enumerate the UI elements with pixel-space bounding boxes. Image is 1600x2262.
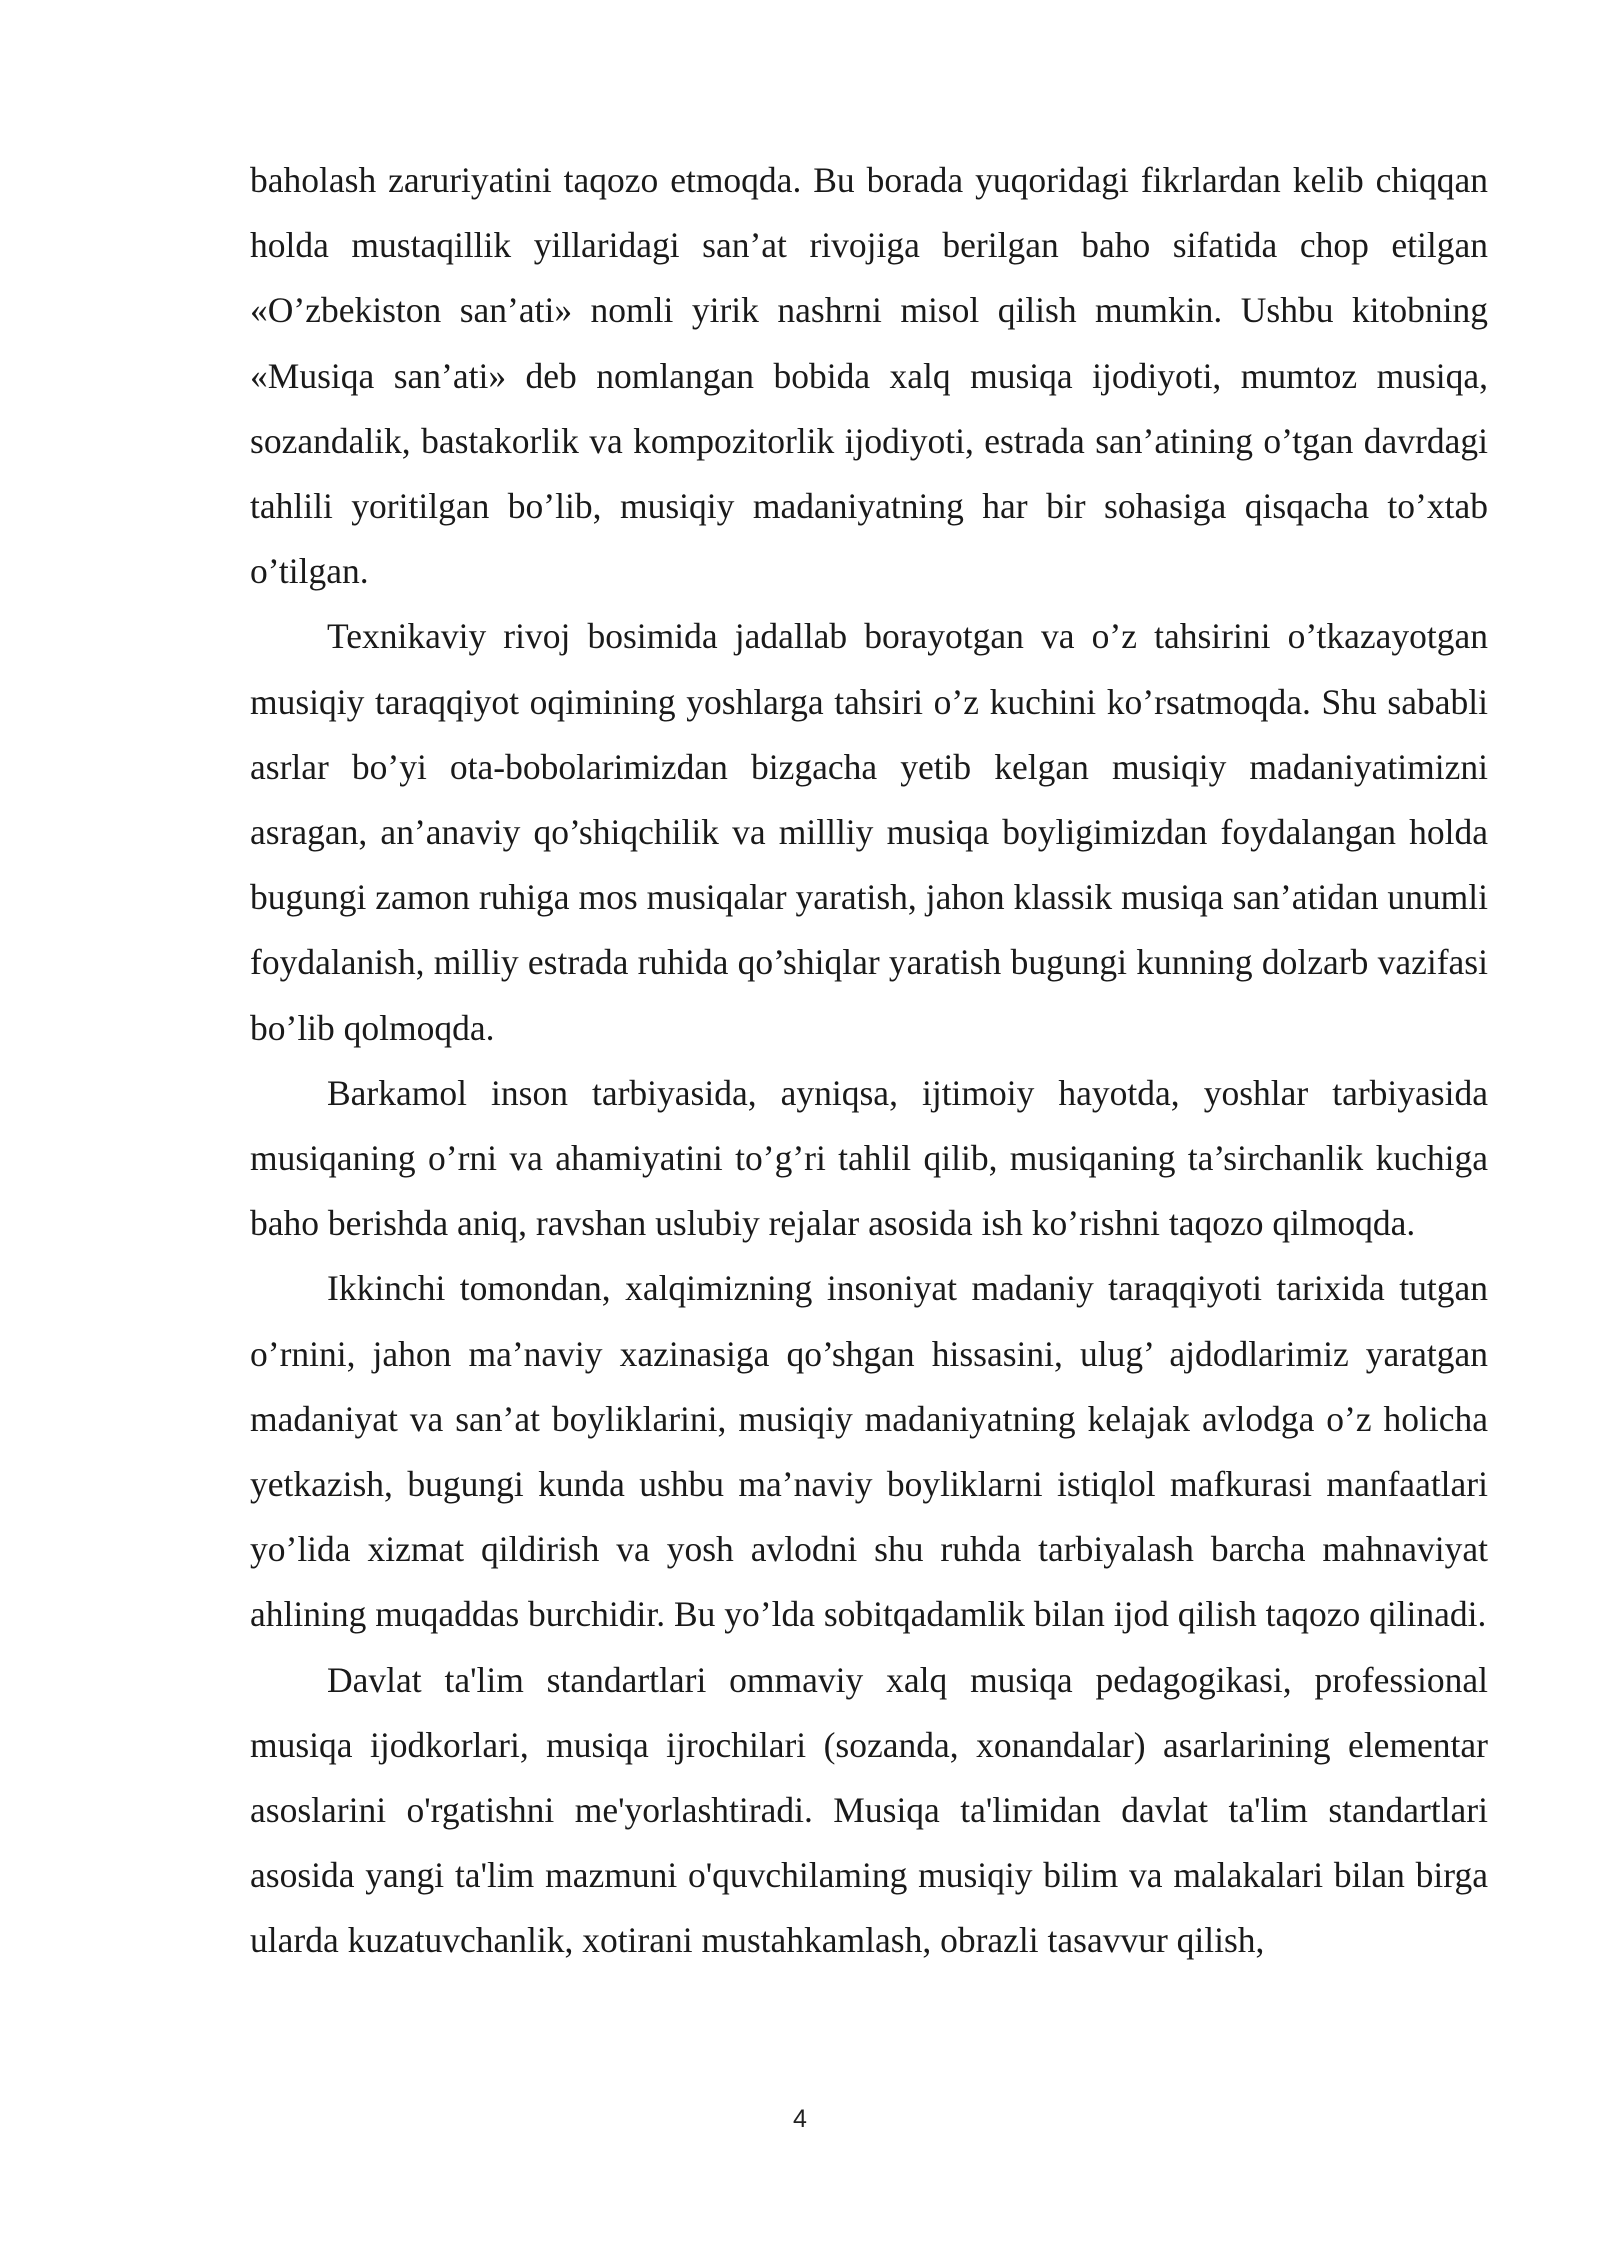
- document-page: [250, 148, 1488, 1974]
- paragraph-4: Ikkinchi tomondan, xalqimizning insoniyat madaniy taraqqiyoti tarixida tutgan o’rnini, jahon ma’naviy xazinasiga qo’shgan hissasini, ulug’ ajdodlarimiz yaratgan madaniyat va san’at boyliklarini, musiqiy madaniyatning kelajak avlodga o’z holicha yetkazish, bugungi kunda ushbu ma’naviy boyliklarni istiqlol mafkurasi manfaatlari yo’lida xizmat qildirish va yosh avlodni shu ruhda tarbiyalash barcha mahnaviyat ahlining muqaddas burchidir. Bu yo’lda sobitqadamlik bilan ijod qilish taqozo qilinadi.: [250, 1268, 1488, 1635]
- paragraph-2: Texnikaviy rivoj bosimida jadallab borayotgan va o’z tahsirini o’tkazayotgan musiqiy taraqqiyot oqimining yoshlarga tahsiri o’z kuchini ko’rsatmoqda. Shu sababli asrlar bo’yi ota-bobolarimizdan bizgacha yetib kelgan musiqiy madaniyatimizni asragan, an’anaviy qo’shiqchilik va millliy musiqa boyligimizdan foydalangan holda bugungi zamon ruhiga mos musiqalar yaratish, jahon klassik musiqa san’atidan unumli foydalanish, milliy estrada ruhida qo’shiqlar yaratish bugungi kunning dolzarb vazifasi bo’lib qolmoqda.: [250, 616, 1488, 1048]
- paragraph-3: Barkamol inson tarbiyasida, ayniqsa, ijtimoiy hayotda, yoshlar tarbiyasida musiqaning o’rni va ahamiyatini to’g’ri tahlil qilib, musiqaning ta’sirchanlik kuchiga baho berishda aniq, ravshan uslubiy rejalar asosida ish ko’rishni taqozo qilmoqda.: [250, 1072, 1488, 1244]
- paragraph-1: baholash zaruriyatini taqozo etmoqda. Bu borada yuqoridagi fikrlardan kelib chiqqan holda mustaqillik yillaridagi san’at rivojiga berilgan baho sifatida chop etilgan «O’zbekiston san’ati» nomli yirik nashrni misol qilish mumkin. Ushbu kitobning «Musiqa san’ati» deb nomlangan bobida xalq musiqa ijodiyoti, mumtoz musiqa, sozandalik, bastakorlik va kompozitorlik ijodiyoti, estrada san’atining o’tgan davrdagi tahlili yoritilgan bo’lib, musiqiy madaniyatning har bir sohasiga qisqacha to’xtab o’tilgan.: [250, 160, 1488, 592]
- page-number: 4: [793, 2105, 807, 2133]
- paragraph-5: Davlat ta'lim standartlari ommaviy xalq musiqa pedagogikasi, professional musiqa ijodkorlari, musiqa ijrochilari (sozanda, xonandalar) asarlarining elementar asoslarini o'rgatishni me'yorlashtiradi. Musiqa ta'limidan davlat ta'lim standartlari asosida yangi ta'lim mazmuni o'quvchilaming musiqiy bilim va malakalari bilan birga ularda kuzatuvchanlik, xotirani mustahkamlash, obrazli tasavvur qilish,: [250, 1659, 1488, 1961]
